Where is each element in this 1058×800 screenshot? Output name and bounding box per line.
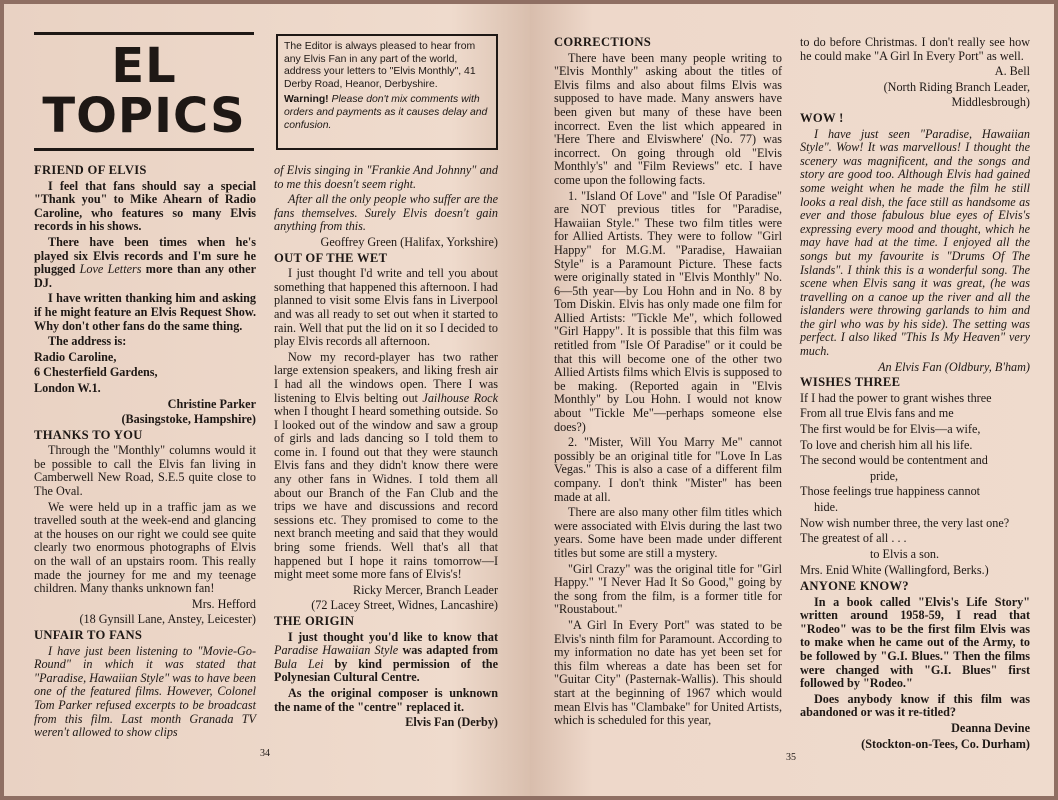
paragraph: "Girl Crazy" was the original title for "Girl Happy." "I Never Had It So Good," going by the song from the film, is a former title for "Roustabout." [554,561,782,617]
paragraph: 1. "Island Of Love" and "Isle Of Paradise" are NOT previous titles for "Paradise, Hawaiian Style." These two film titles were for Allied Artists. They were to follow "Girl Happy" for M.G.M. "Paradise, Hawaiian Style" is a Paramount Picture. These facts were originally stated in "Elvis Monthly" No. 6—5th year—by Lou Hohn and in No. 8 by Tom Diskin. Elvis has only made one film for Allied Artists: "Tickle Me", which followed "Girl Happy". It is possible that this film was retitled from "Isle Of Paradise" or it could be that this will become one of the other two Allied Artists films which Elvis is supposed to be making. (Reported again in "Elvis Monthly" by Lou Hohn. I would not know about "Tickle Me"—perhaps someone else does?) [554,188,782,434]
poem-line: Those feelings true happiness cannot [800,484,981,499]
left-column-1 [34,164,256,742]
poem-line: pride, [870,468,899,483]
signature-place: (18 Gynsill Lane, Anstey, Leicester) [79,612,256,627]
heading-anyone-know: ANYONE KNOW? [800,578,909,593]
paragraph: Through the "Monthly" columns would it be possible to call the Elvis fan living in Camberwell New Road, S.E.5 quite close to The Oval. [34,443,256,499]
signature-place: Middlesbrough) [951,95,1030,110]
poem-line: to Elvis a son. [870,546,940,561]
title-line-2: TOPICS [42,88,246,144]
magazine-spread [4,4,1054,796]
poem-line: hide. [814,500,839,514]
letter-corrections [554,36,782,728]
letter-the-origin: THE ORIGIN I just thought you'd like to know that Paradise Hawaiian Style was adapted from Bula Lei by kind permission of the Polynesian Cultural Centre. As the original composer is unknown the name of the "centre" replaced it. Elvis Fan (Derby) [274,614,498,730]
paragraph: I have just seen "Paradise, Hawaiian Style". Wow! It was marvellous! I thought the scenery was magnificent, and the songs and story are good too. Although Elvis had gained some weight when he made the film he still looks a real dish, the face still as handsome as ever and those fabulous blue eyes of Elvis's expressing every mood and thought, which he may have had at the time. I enjoyed all the songs but my favourite is "Drums Of The Islands". I think this is a wonderful song. The scene when Elvis sang it was great, (he was travelling on a canoe up the river and all the islanders were throwing garlands to him and the girl who was by his side). The setting was perfect. I also liked "This Is My Heaven" very much. [800,126,1030,359]
signature-name: Ricky Mercer, Branch Leader [352,582,498,597]
letter-out-of-the-wet: OUT OF THE WET I just thought I'd write and tell you about something that happened this afternoon. I had planned to visit some Elvis fans in Liverpool and was all ready to set out when it started to rain. Well that put the lid on it so I decided to play Elvis records all afternoon. Now my record-player has two rather large extension speakers, and liking fresh air I had all the windows open. There I was listening to Elvis belting out Jailhouse Rock when I thought I heard something outside. So I looked out of the window and saw a group of girls and lads dancing so I told them to come in. I found out that they were staunch Elvis fans and they didn't know there were any other fans in Widnes. I told them all about our Branch of the Fan Club and the trips we have and discussions and record sessions etc. They promised to come to the next branch meeting and said that they would bring some friends. Well that's all that happened but I hope it rains tomorrow—I might meet some more fans of Elvis's! Ricky Mercer, Branch Leader (72 Lacey Street, Widnes, Lancashire) [274,250,498,613]
address-line: 6 Chesterfield Gardens, [34,365,158,380]
paragraph: There are also many other film titles which were associated with Elvis during the last two years. Some have been made under different titles but some are still a mystery. [554,505,782,560]
title-line-1: EL [111,38,177,94]
poem-wishes-three [800,376,1030,578]
right-page [530,4,1054,796]
heading-the-origin: THE ORIGIN [274,614,355,628]
paragraph-continued: to do before Christmas. I don't really see how he could make "A Girl In Every Port" as well. [800,35,1030,63]
signature-name: Deanna Devine [951,720,1030,735]
paragraph: I feel that fans should say a special "Thank you" to Mike Ahearn of Radio Caroline, who features so many Elvis records in his shows. [34,178,256,234]
song-title: Jailhouse Rock [422,390,498,405]
letter-thanks-to-you [34,429,256,627]
left-page [4,4,530,796]
title-top-rule [34,32,254,35]
address-line: London W.1. [34,380,101,395]
heading-wow: WOW ! [800,110,844,125]
poem-line: If I had the power to grant wishes three [800,390,992,405]
paragraph: We were held up in a traffic jam as we travelled south at the week-end and glancing at the houses on our right we could see quite clearly two enormous photographs of Elvis on the wall of an upstairs room. This really made the journey for me and my teenage children. Many thanks unknown fan! [34,499,256,596]
paragraph: 2. "Mister, Will You Marry Me" cannot possibly be an original title for "Love In Las Vegas." This is also a case of a different film company. I don't think "Mister" has been made at all. [554,435,782,504]
paragraph: "A Girl In Every Port" was stated to be Elvis's ninth film for Paramount. According to my information no date has yet been set for this film whereas a date has been set for "Guitar City" (Pasternak-Wallis). This should start at the beginning of 1967 which would mean Elvis has "Clambake" for United Artists, which is scheduled for this year, [554,617,782,728]
letter-friend-of-elvis: FRIEND OF ELVIS I feel that fans should say a special "Thank you" to Mike Ahearn of Radio Caroline, who features so many Elvis records in his shows. There have been times when he's played six Elvis records and I'm sure he plugged Love Letters more than any other DJ. I have written thanking him and asking if he might feature an Elvis Request Show. Why don't other fans do the same thing. The address is: Radio Caroline, 6 Chesterfield Gardens, London W.1. Christine Parker (Basingstoke, Hampshire) [34,163,256,427]
film-title: Paradise Hawaiian Style [274,643,399,658]
paragraph: After all the only people who suffer are the fans themselves. Surely Elvis doesn't gain anything from this. [274,192,498,234]
letter-anyone-know [800,580,1030,751]
poem-line: From all true Elvis fans and me [800,406,954,421]
song-title: Love Letters [79,262,142,277]
signature: Elvis Fan (Derby) [405,715,498,730]
signature-name: A. Bell [994,64,1030,79]
heading-thanks-to-you: THANKS TO YOU [34,427,143,442]
poem-line: The first would be for Elvis—a wife, [800,422,981,437]
heading-corrections: CORRECTIONS [554,35,652,49]
page-number-right: 35 [786,752,796,763]
paragraph: I have just been listening to "Movie-Go-Round" in which it was stated that "Paradise, Hawaiian Style" was to have been one of the featured films. However, Colonel Tom Parker refused excerpts to be broadcast from this film. Last month Granada TV weren't allowed to show clips [34,643,256,740]
title-bottom-rule [34,148,254,151]
signature-place: (Stockton-on-Tees, Co. Durham) [861,736,1030,751]
paragraph: I just thought I'd write and tell you about something that happened this afternoon. I had planned to visit some Elvis fans in Liverpool and was all ready to set out when it started to rain. Well that put the lid on it so I decided to play Elvis records all afternoon. [274,266,498,349]
signature: Geoffrey Green (Halifax, Yorkshire) [320,234,498,249]
paragraph: There have been many people writing to "Elvis Monthly" asking about the titles of Elvis films and also about films Elvis was supposed to have made. Many answers have been given but many of these have been incorrect. Even the list which appeared in 'Here There and Elviswhere' (No. 77) was incorrect. On going through old "Elvis Monthly's" and "Film Reviews" etc. I have come upon the following facts. [554,50,782,187]
paragraph: The address is: [48,334,127,349]
page-number-left: 34 [260,748,270,759]
paragraph: In a book called "Elvis's Life Story" written around 1958-59, I read that "Rodeo" was to be the first film Elvis was to make when he came out of the Army, to be followed by "G.I. Blues." Then the films were changed with "G.I. Blues" first followed by "Rodeo." [800,594,1030,691]
signature-place: (North Riding Branch Leader, [883,79,1030,94]
warning-text: Please don't mix comments with orders and payments as it causes delay and confusion. [284,94,488,131]
editor-notice-box [276,34,498,150]
left-column-2 [274,164,498,732]
right-column-2 [800,36,1030,753]
signature-name: Christine Parker [167,396,256,411]
letter-wow [800,112,1030,374]
editor-notice: The Editor is always pleased to hear from any Elvis Fan in any part of the world, address your letters to "Elvis Monthly", 41 Derby Road, Heanor, Derbyshire. [284,41,476,90]
warning-label: Warning! [284,94,329,106]
poem-line: The second would be contentment and [800,453,988,468]
paragraph: As the original composer is unknown the name of the "centre" replaced it. [274,685,498,714]
poem-line: Now wish number three, the very last one? [800,515,1010,530]
signature: Mrs. Enid White (Wallingford, Berks.) [800,563,989,578]
signature-place: (72 Lacey Street, Widnes, Lancashire) [311,598,498,613]
el-topics-title [34,32,254,156]
signature-name: Mrs. Hefford [191,596,256,611]
heading-out-of-the-wet: OUT OF THE WET [274,250,388,265]
paragraph-continued: of Elvis singing in "Frankie And Johnny" and to me this doesn't seem right. [274,163,498,191]
signature-place: (Basingstoke, Hampshire) [121,412,256,427]
poem-line: To love and cherish him all his life. [800,437,973,452]
signature: An Elvis Fan (Oldbury, B'ham) [878,359,1030,374]
address-line: Radio Caroline, [34,349,117,364]
paragraph: I have written thanking him and asking if he might feature an Elvis Request Show. Why don't other fans do the same thing. [34,291,256,333]
heading-unfair-to-fans: UNFAIR TO FANS [34,628,143,642]
heading-wishes-three: WISHES THREE [800,375,901,390]
film-title: Bula Lei [274,656,324,671]
letter-unfair-to-fans [34,629,256,740]
heading-friend-of-elvis: FRIEND OF ELVIS [34,163,147,177]
poem-line: The greatest of all . . . [800,531,907,546]
right-column-1 [554,36,782,730]
paragraph: Does anybody know if this film was abandoned or was it re-titled? [800,691,1030,720]
